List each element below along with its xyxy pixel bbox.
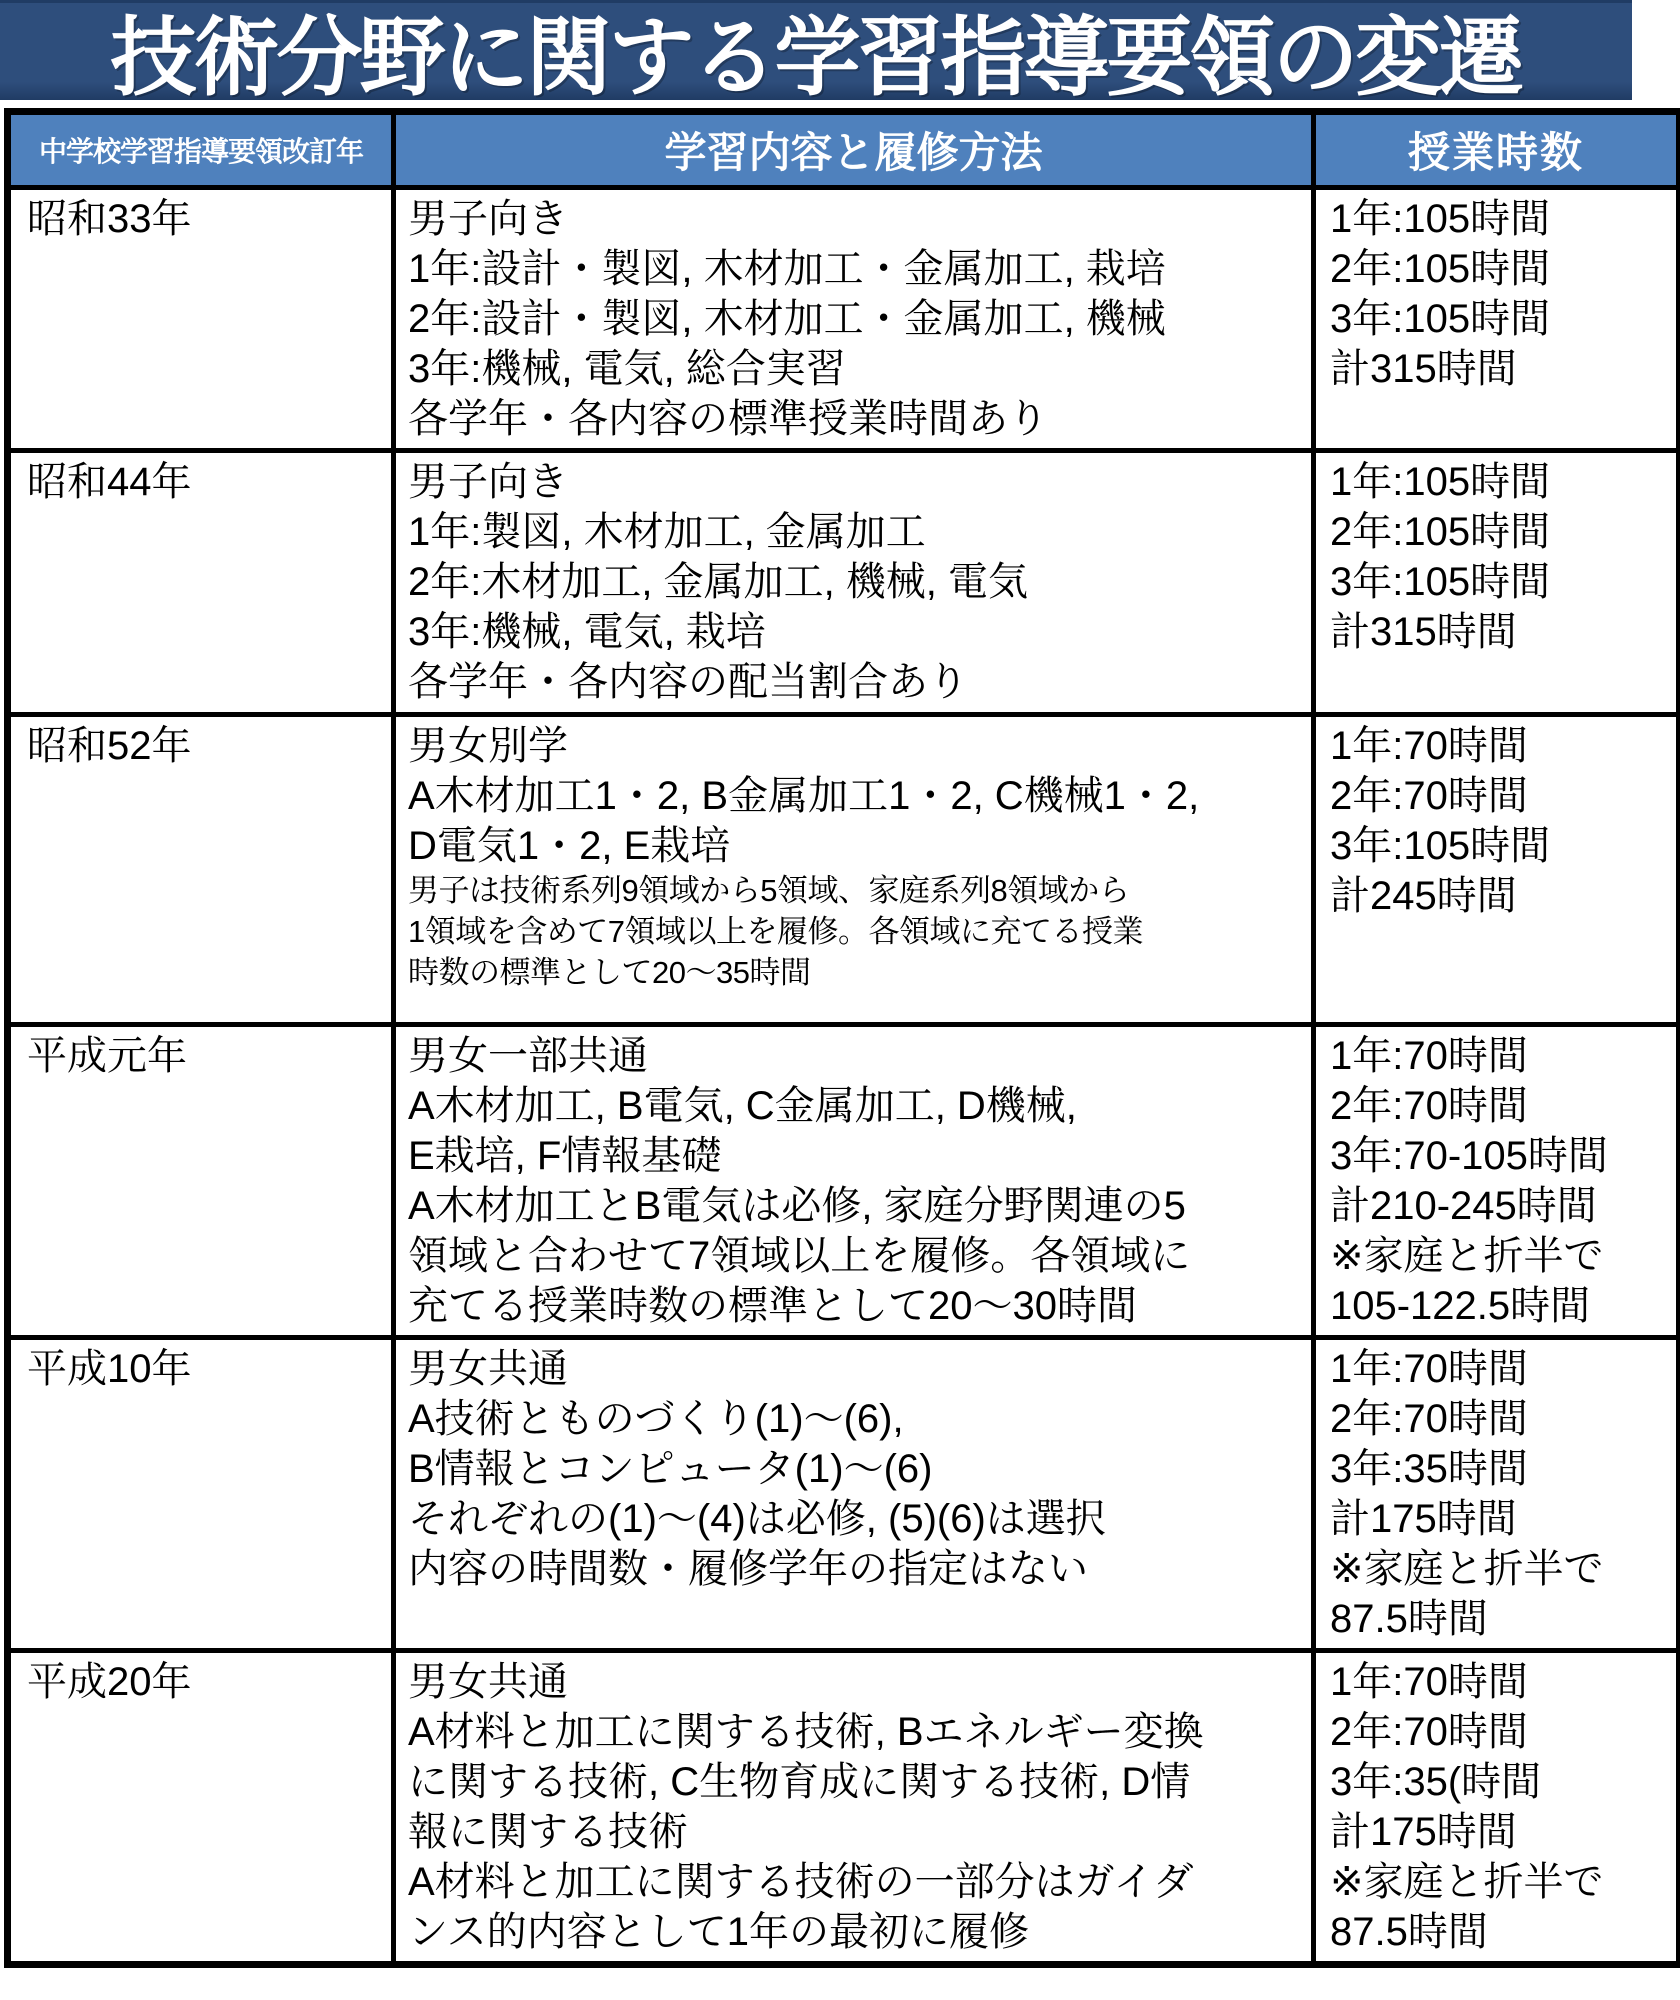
content-lines xyxy=(408,721,1299,871)
content-cell xyxy=(394,715,1314,1025)
text-line: 3年:機械, 電気, 総合実習 xyxy=(408,347,846,391)
text-line: ※家庭と折半で xyxy=(1330,1234,1604,1278)
curriculum-history-table xyxy=(4,108,1680,1968)
text-line: 1年:105時間 xyxy=(1330,460,1551,504)
text-line: A木材加工, B電気, C金属加工, D機械, xyxy=(408,1084,1077,1128)
content-cell xyxy=(394,1651,1314,1965)
text-line: 充てる授業時数の標準として20～30時間 xyxy=(408,1284,1137,1328)
table-row xyxy=(8,1651,1680,1965)
text-line: 2年:70時間 xyxy=(1330,1397,1528,1441)
content-lines xyxy=(408,194,1299,444)
text-line: 1年:70時間 xyxy=(1330,1347,1528,1391)
hours-lines xyxy=(1330,1657,1664,1957)
text-line: 3年:35(時間 xyxy=(1330,1760,1542,1804)
text-line: 各学年・各内容の標準授業時間あり xyxy=(408,397,1048,441)
text-line: 87.5時間 xyxy=(1330,1597,1488,1641)
hours-cell xyxy=(1314,451,1680,715)
text-line: 3年:35時間 xyxy=(1330,1447,1528,1491)
text-line: 計175時間 xyxy=(1330,1810,1517,1854)
text-line: ンス的内容として1年の最初に履修 xyxy=(408,1910,1030,1954)
text-line: 1年:設計・製図, 木材加工・金属加工, 栽培 xyxy=(408,247,1166,291)
year-cell: 昭和33年 xyxy=(8,188,394,451)
text-line: A技術とものづくり(1)～(6), xyxy=(408,1397,904,1441)
text-line: 計210-245時間 xyxy=(1330,1184,1597,1228)
text-line: 3年:70-105時間 xyxy=(1330,1134,1608,1178)
text-line: に関する技術, C生物育成に関する技術, D情 xyxy=(408,1760,1191,1804)
text-line: 計315時間 xyxy=(1330,610,1517,654)
text-line: 2年:設計・製図, 木材加工・金属加工, 機械 xyxy=(408,297,1166,341)
content-lines xyxy=(408,1031,1299,1331)
text-line: 2年:70時間 xyxy=(1330,1084,1528,1128)
table-header-row xyxy=(8,112,1680,188)
text-line: 1年:70時間 xyxy=(1330,1660,1528,1704)
text-line: 3年:105時間 xyxy=(1330,824,1551,868)
text-line: ※家庭と折半で xyxy=(1330,1547,1604,1591)
text-line: 1年:製図, 木材加工, 金属加工 xyxy=(408,510,926,554)
text-line: 報に関する技術 xyxy=(408,1810,688,1854)
hours-cell xyxy=(1314,188,1680,451)
content-lines xyxy=(408,457,1299,707)
text-line: 3年:機械, 電気, 栽培 xyxy=(408,610,766,654)
header-revision-year: 中学校学習指導要領改訂年 xyxy=(8,112,394,188)
hours-lines xyxy=(1330,194,1664,394)
page-title: 技術分野に関する学習指導要領の変遷 xyxy=(110,10,1522,106)
text-line: 男女別学 xyxy=(408,724,568,768)
table-row xyxy=(8,1025,1680,1338)
text-line: 87.5時間 xyxy=(1330,1910,1488,1954)
text-line: 3年:105時間 xyxy=(1330,297,1551,341)
title-band xyxy=(0,0,1632,106)
text-line: 時数の標準として20～35時間 xyxy=(408,954,811,990)
table-row xyxy=(8,188,1680,451)
text-line: E栽培, F情報基礎 xyxy=(408,1134,722,1178)
text-line: 1年:105時間 xyxy=(1330,197,1551,241)
table-row xyxy=(8,451,1680,715)
text-line: D電気1・2, E栽培 xyxy=(408,824,731,868)
text-line: 男子向き xyxy=(408,197,568,241)
text-line: 2年:木材加工, 金属加工, 機械, 電気 xyxy=(408,560,1029,604)
text-line: 2年:70時間 xyxy=(1330,774,1528,818)
header-class-hours: 授業時数 xyxy=(1314,112,1680,188)
year-cell: 昭和44年 xyxy=(8,451,394,715)
content-cell xyxy=(394,1338,1314,1651)
text-line: 計315時間 xyxy=(1330,347,1517,391)
text-line: B情報とコンピュータ(1)～(6) xyxy=(408,1447,933,1491)
hours-cell xyxy=(1314,1338,1680,1651)
hours-lines xyxy=(1330,721,1664,921)
hours-cell xyxy=(1314,1651,1680,1965)
hours-cell xyxy=(1314,715,1680,1025)
text-line: 1年:70時間 xyxy=(1330,724,1528,768)
hours-lines xyxy=(1330,1031,1664,1331)
content-cell xyxy=(394,1025,1314,1338)
text-line: 男女共通 xyxy=(408,1660,568,1704)
year-cell: 平成10年 xyxy=(8,1338,394,1651)
text-line: 2年:105時間 xyxy=(1330,247,1551,291)
text-line: 1領域を含めて7領域以上を履修。各領域に充てる授業 xyxy=(408,913,1143,949)
year-cell: 平成元年 xyxy=(8,1025,394,1338)
text-line: 1年:70時間 xyxy=(1330,1034,1528,1078)
hours-lines xyxy=(1330,1344,1664,1644)
hours-lines xyxy=(1330,457,1664,657)
content-small-lines xyxy=(408,871,1299,994)
text-line: 内容の時間数・履修学年の指定はない xyxy=(408,1547,1088,1591)
text-line: A材料と加工に関する技術の一部分はガイダ xyxy=(408,1860,1194,1904)
header-content-method: 学習内容と履修方法 xyxy=(394,112,1314,188)
text-line: 男女一部共通 xyxy=(408,1034,648,1078)
text-line: 105-122.5時間 xyxy=(1330,1284,1591,1328)
text-line: それぞれの(1)～(4)は必修, (5)(6)は選択 xyxy=(408,1497,1106,1541)
text-line: A材料と加工に関する技術, Bエネルギー変換 xyxy=(408,1710,1204,1754)
content-cell xyxy=(394,451,1314,715)
text-line: 男子向き xyxy=(408,460,568,504)
text-line: 各学年・各内容の配当割合あり xyxy=(408,660,968,704)
table-row xyxy=(8,1338,1680,1651)
year-cell: 平成20年 xyxy=(8,1651,394,1965)
text-line: A木材加工1・2, B金属加工1・2, C機械1・2, xyxy=(408,774,1200,818)
year-cell: 昭和52年 xyxy=(8,715,394,1025)
text-line: 2年:105時間 xyxy=(1330,510,1551,554)
table-row xyxy=(8,715,1680,1025)
text-line: 男子は技術系列9領域から5領域、家庭系列8領域から xyxy=(408,873,1130,908)
hours-cell xyxy=(1314,1025,1680,1338)
text-line: 計175時間 xyxy=(1330,1497,1517,1541)
text-line: 計245時間 xyxy=(1330,874,1517,918)
text-line: A木材加工とB電気は必修, 家庭分野関連の5 xyxy=(408,1184,1186,1228)
text-line: ※家庭と折半で xyxy=(1330,1860,1604,1904)
text-line: 3年:105時間 xyxy=(1330,560,1551,604)
content-cell xyxy=(394,188,1314,451)
text-line: 男女共通 xyxy=(408,1347,568,1391)
text-line: 2年:70時間 xyxy=(1330,1710,1528,1754)
content-lines xyxy=(408,1344,1299,1594)
content-lines xyxy=(408,1657,1299,1957)
text-line: 領域と合わせて7領域以上を履修。各領域に xyxy=(408,1234,1191,1278)
